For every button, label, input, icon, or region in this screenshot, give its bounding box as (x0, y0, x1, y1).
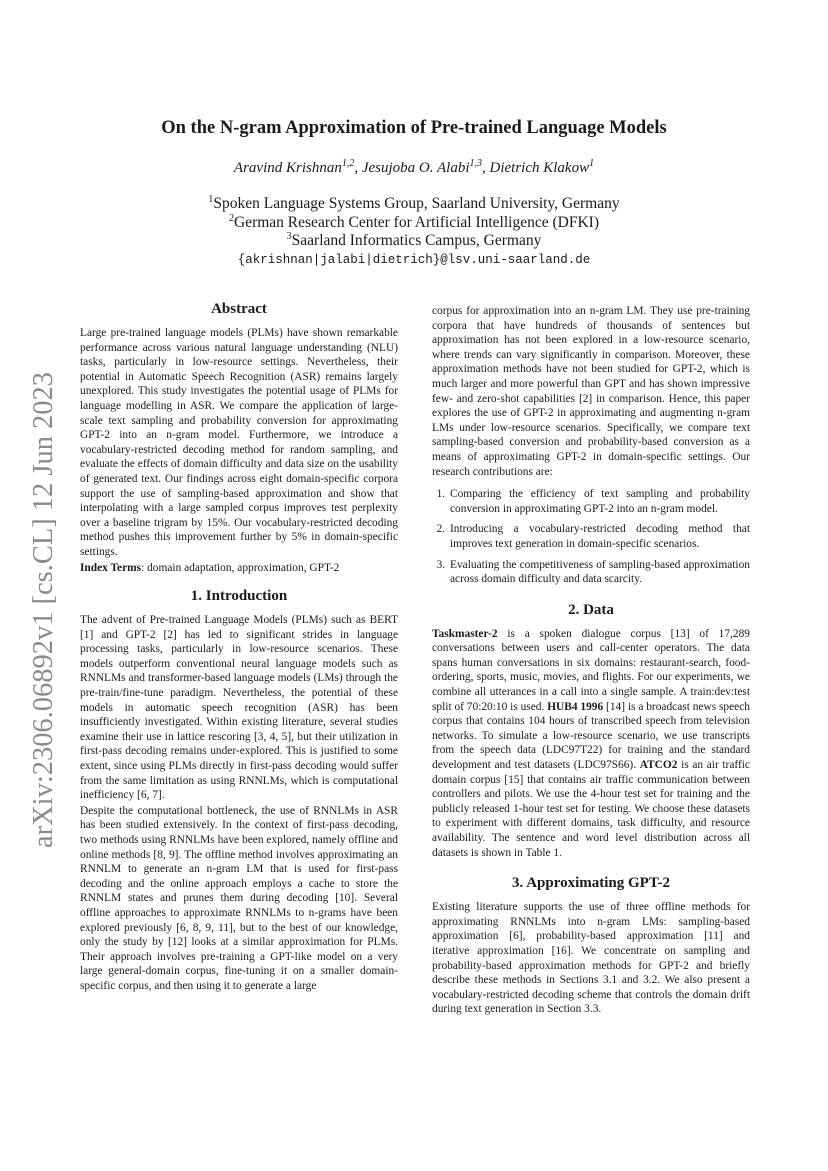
author-affil-sup: 1,3 (469, 158, 482, 169)
index-terms-text: : domain adaptation, approximation, GPT-2 (141, 561, 340, 574)
index-terms (80, 561, 398, 576)
affiliation-sup: 3 (286, 231, 292, 242)
approx-heading: 3. Approximating GPT-2 (512, 875, 670, 892)
intro-paragraph-3: corpus for approximation into an n-gram LM. They use pre-training corpora that have hundreds of thousands of sentences but approximation has not been explored in a low-resource scenario, where trends can vary significantly in comparison. Moreover, these approximation methods have not been studied for GPT-2, which is much larger and more powerful than GPT and has shown impressive few- and zero-shot capabilities [2] in comparison. Hence, this paper explores the use of GPT-2 in approximating and augmenting n-gram LMs under low-resource scenarios. Specifically, we compare text sampling-based conversion and probability-based conversion as a means of approximating GPT-2 in domain-specific settings. Our research contributions are: (432, 305, 750, 478)
affiliation-text: Spoken Language Systems Group, Saarland University, Germany (213, 195, 620, 213)
author-list: Aravind Krishnan$^{1,2}$, Jesujoba O. Alabi$^{1,3}$, Dietrich Klakow$^1$ (233, 158, 595, 176)
intro-heading: 1. Introduction (190, 588, 288, 605)
arxiv-identifier (22, 370, 62, 850)
contribution-item: 3. Evaluating the competitiveness of sampling-based approximation across domain difficulty and data scarcity. (448, 558, 750, 587)
affiliation-text: Saarland Informatics Campus, Germany (291, 232, 542, 250)
left-column (80, 300, 398, 994)
contribution-item: 2. Introducing a vocabulary-restricted decoding method that improves text generation in domain-specific scenarios. (448, 522, 750, 551)
author-name: Aravind Krishnan (233, 160, 342, 176)
author-affil-sup: 1 (589, 158, 595, 169)
paper-title: On the N-gram Approximation of Pre-trained Language Models (161, 118, 667, 138)
dataset-desc: is an air traffic domain corpus [15] that contains air traffic communication between controllers and pilots. We use the 4-hour test set for training and the publicly released 1-hour test set for testing. We choose these datasets to experiment with different domains, task difficulty, and resource availability. The sentence and word level distribution across all datasets is shown in Table 1. (432, 759, 750, 859)
dataset-name: Taskmaster-2 (432, 627, 498, 640)
abstract-heading: Abstract (211, 301, 267, 317)
abstract-text: Large pre-trained language models (PLMs) have shown remarkable performance across various natural language understanding (NLU) tasks, particularly in low-resource settings. Nevertheless, their potential in Automatic Speech Recognition (ASR) remains largely unexplored. This study investigates the potential usage of PLMs for language modelling in ASR. We compare the application of large-scale text sampling and probability conversion for approximating GPT-2 into an n-gram model. Furthermore, we introduce a vocabulary-restricted decoding method for random sampling, and evaluate the effects of domain difficulty and data size on the usability of generated text. Our findings across eight domain-specific corpora support the use of sampling-based approximation and show that interpolating with a large sampled corpus improves test perplexity over a baseline trigram by 15%. Our vocabulary-restricted decoding method pushes this improvement further by 5% in domain-specific settings. (80, 327, 398, 558)
data-paragraph (432, 627, 750, 861)
dataset-name: ATCO2 (639, 759, 678, 772)
index-terms-label: Index Terms (80, 561, 142, 574)
right-column (432, 304, 750, 1018)
contribution-item: 1. Comparing the efficiency of text sampling and probability conversion in approximating GPT-2 into an n-gram model. (448, 487, 750, 516)
author-email: {akrishnan|jalabi|dietrich}@lsv.uni-saarland.de (237, 253, 591, 267)
author-name: Jesujoba O. Alabi (361, 160, 470, 176)
dataset-desc: is a spoken dialogue corpus [13] of 17,289 conversations between users and call-center operators. The data spans human conversations in six domains: restaurant-search, food-ordering, sports, music, movies, and flights. For our experiments, we combine all utterances in a call into a single sample. A train:dev:test split of 70:20:10 is used. (432, 627, 750, 713)
affiliation-sup: 1 (208, 194, 214, 205)
author-affil-sup: 1,2 (341, 158, 355, 169)
affiliation-text: German Research Center for Artificial Intelligence (DFKI) (234, 214, 599, 232)
affiliation (60, 231, 768, 250)
dataset-desc: [14] is a broadcast news speech corpus that contains 104 hours of transcribed speech from television networks. To simulate a low-resource scenario, we use transcripts from the speech data (LDC97T22) for training and the standard development and test datasets (LDC97S66). (432, 700, 750, 772)
affiliation (60, 194, 768, 213)
arxiv-id-text: arXiv:2306.06892v1 [cs.CL] 12 Jun 2023 (28, 371, 59, 848)
intro-paragraph-2: Despite the computational bottleneck, the use of RNNLMs in ASR has been studied extensively. In the context of first-pass decoding, two methods using RNNLMs have been explored, namely offline and online methods [8, 9]. The offline method involves approximating an RNNLM to generate an n-gram LM that is used for first-pass decoding and the online approach employs a cache to store the RNNLM states and prunes them during decoding [10]. Several offline approaches to approximate RNNLMs to n-grams have been explored previously [6, 8, 9, 11], but to the best of our knowledge, only the study by [12] looks at a similar approximation for PLMs. Their approach involves pre-training a GPT-like model on a very large general-domain corpus, fine-tuning it on a smaller domain-specific corpus, and then using it to generate a large (80, 804, 398, 992)
intro-paragraph-1: The advent of Pre-trained Language Models (PLMs) such as BERT [1] and GPT-2 [2] has led to significant strides in language processing tasks, particularly in low-resource scenarios. These models outperform conventional neural language models such as RNNLMs and transformer-based language models (LMs) through the pre-train/fine-tune paradigm. Nevertheless, the potential of these models in automatic speech recognition (ASR) has been insufficiently investigated. Within existing literature, several studies examine their use in lattice rescoring [3, 4, 5], but their utilization in first-pass decoding remains under-explored. This is justified to some extent, since using PLMs directly in first-pass decoding would suffer from the same limitation as using RNNLMs, which is computational inefficiency [6, 7]. (80, 614, 398, 802)
data-heading: 2. Data (568, 601, 614, 618)
author-name: Dietrich Klakow (489, 160, 590, 176)
affiliation (60, 213, 768, 232)
contribution-list (432, 487, 750, 587)
dataset-name: HUB4 1996 (547, 700, 604, 713)
affiliation-sup: 2 (229, 213, 235, 224)
approx-paragraph: Existing literature supports the use of three offline methods for approximating RNNLMs into n-gram LMs: sampling-based approximation [6], probability-based approximation [11] and iterative approximation [16]. We concentrate on sampling and probability-based approximation methods for GPT-2 and briefly describe these methods in Sections 3.1 and 3.2. We also present a vocabulary-restricted decoding scheme that controls the domain drift during text generation in Section 3.3. (432, 901, 750, 1016)
